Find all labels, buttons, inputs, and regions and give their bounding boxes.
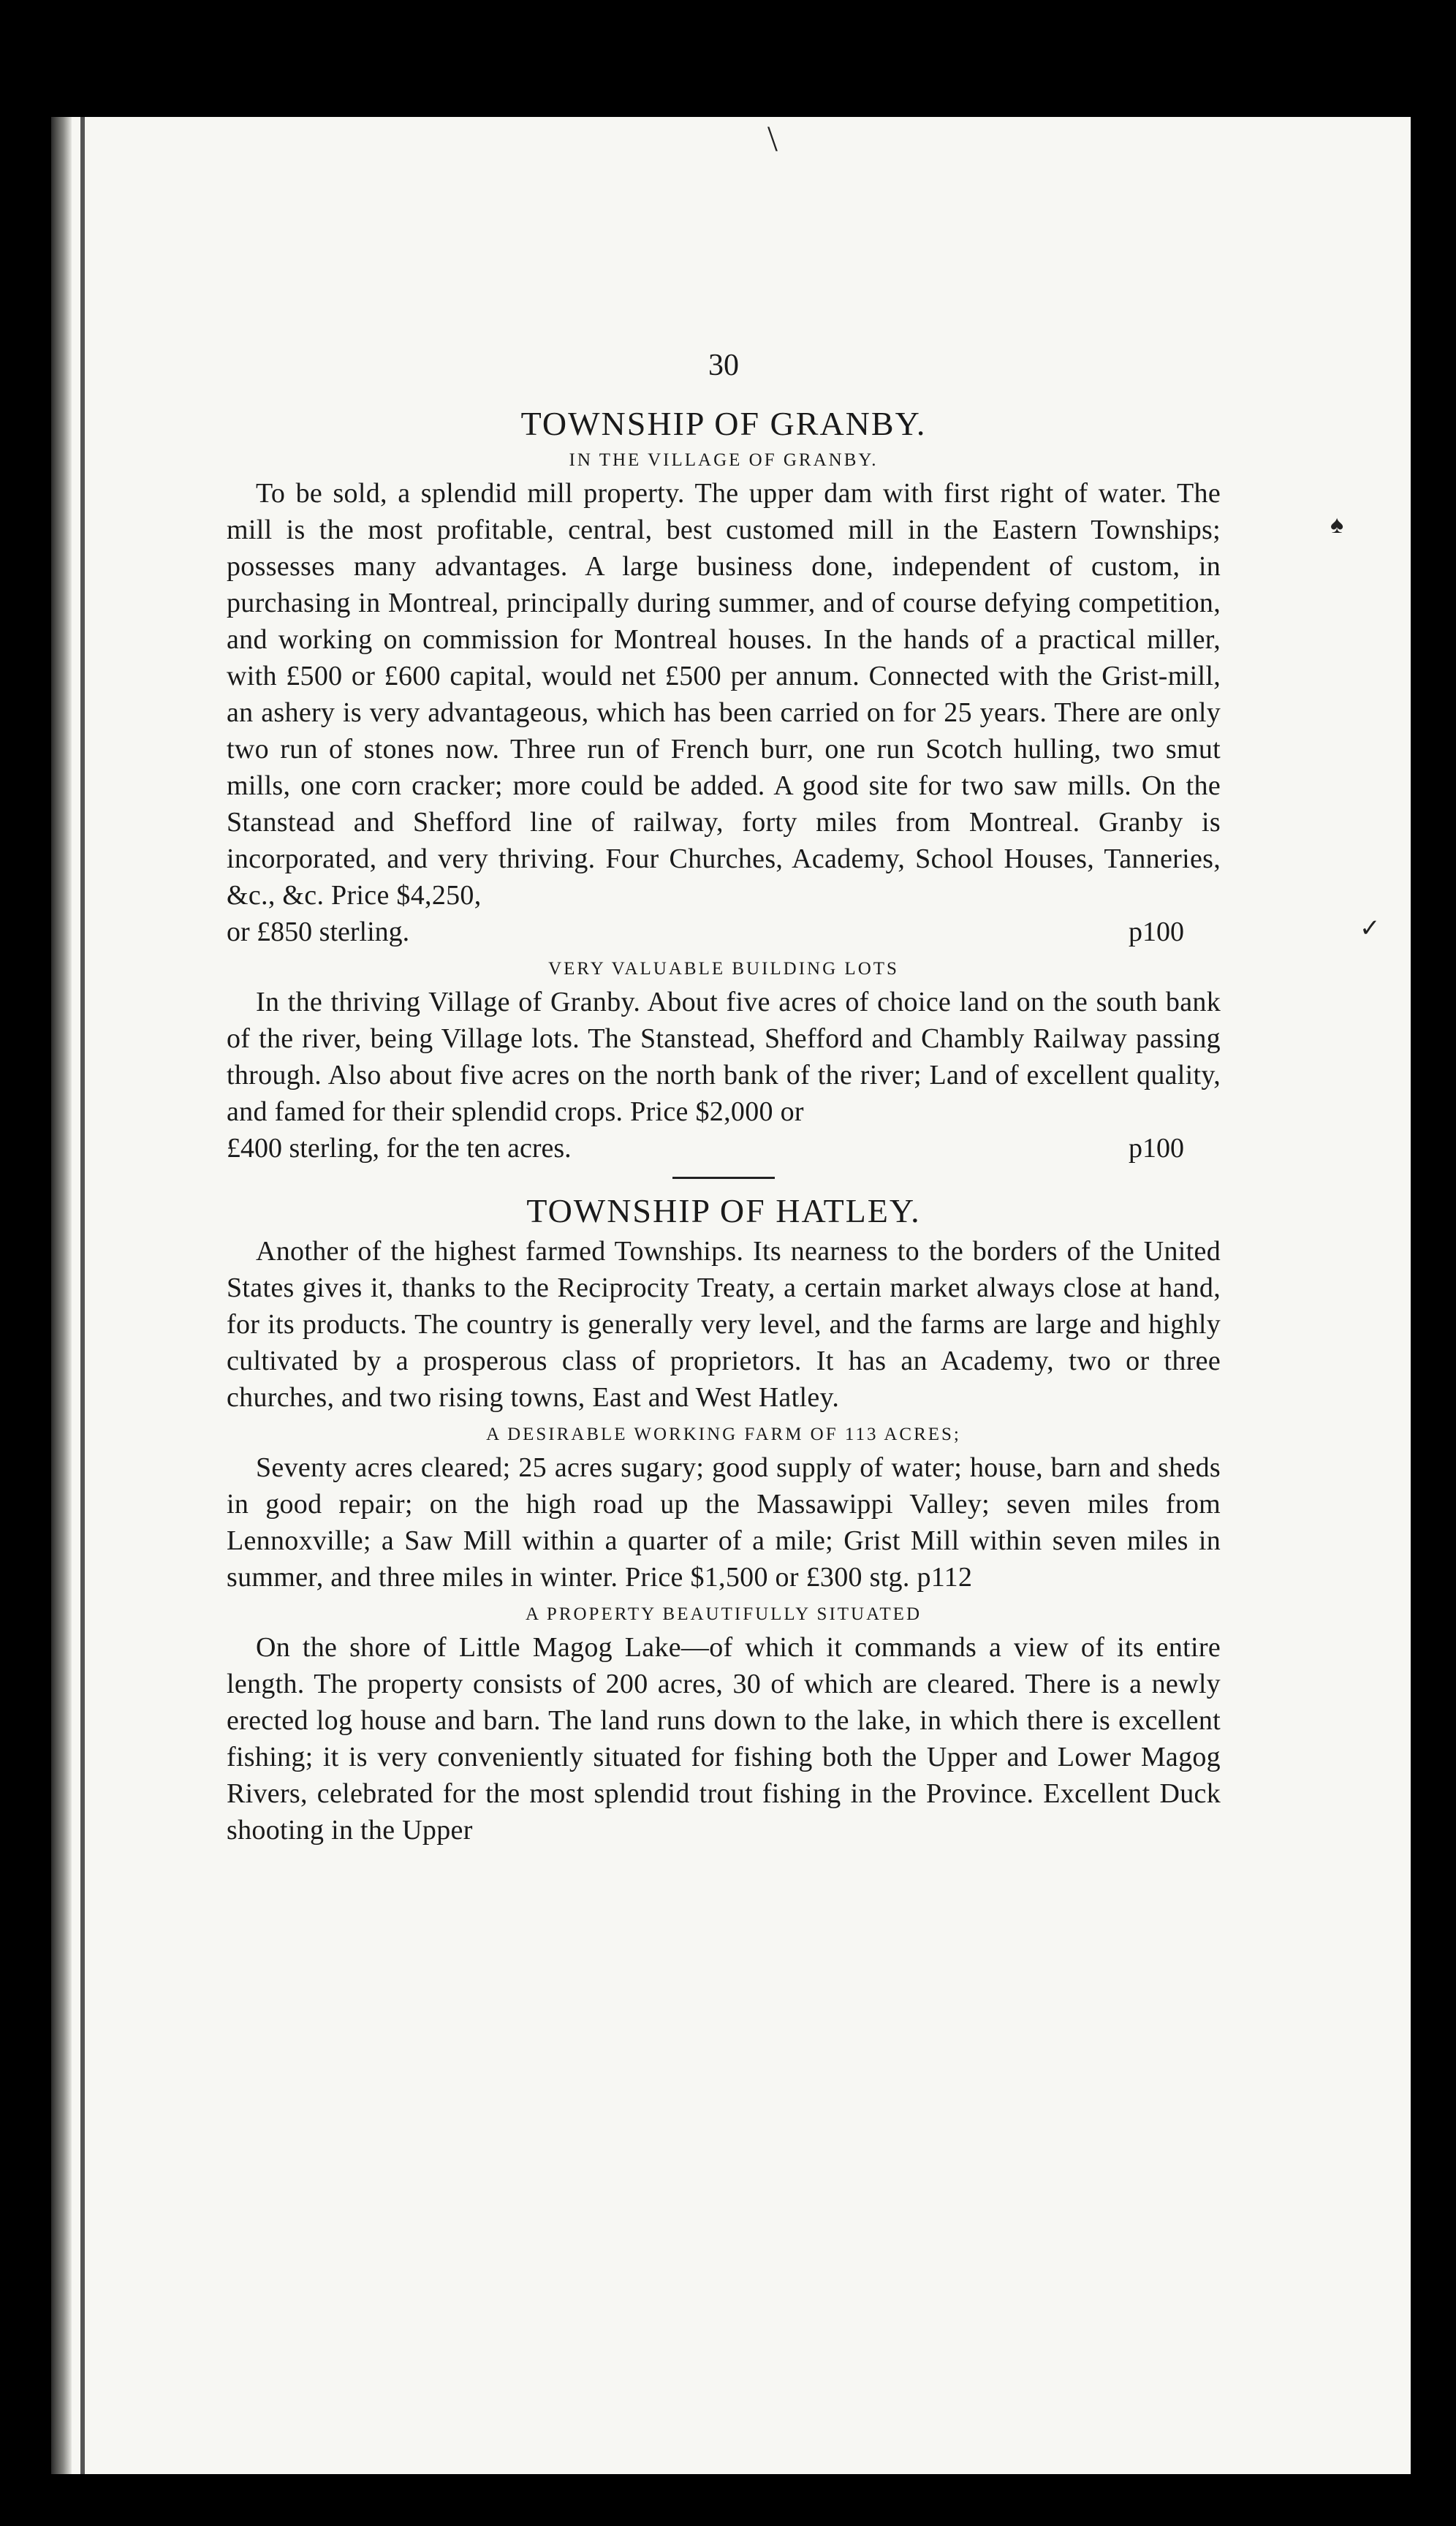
section-heading-granby: TOWNSHIP OF GRANBY. — [520, 405, 927, 442]
section-heading-hatley: TOWNSHIP OF HATLEY. — [526, 1192, 921, 1229]
listing-heading-building-lots: VERY VALUABLE BUILDING LOTS — [548, 959, 899, 979]
book-spine-shadow — [51, 117, 72, 2474]
section-divider — [672, 1177, 775, 1179]
township-description-hatley: Another of the highest farmed Townships. Its nearness to the borders of the United States gives it, thanks to the Reciprocity Treaty, a certain market always close at hand, for its products. The country is generally very level, and the farms are large and highly cultivated by a prosperous class of proprietors. It has an Academy, two or three churches, and two rising towns, East and West Hatley. — [227, 1236, 1221, 1413]
page-number: 30 — [708, 349, 739, 382]
listing-price-tail: £400 sterling, for the ten acres. — [227, 1133, 572, 1164]
listing-body-working-farm — [227, 1449, 1221, 1596]
listing-body-building-lots: In the thriving Village of Granby. About five acres of choice land on the south bank of the river, being Village lots. The Stanstead, Shefford and Chambly Railway passing through. Also about five acres on the north bank of the river; Land of excellent quality, and famed for their splendid crops. Price $2,000 or — [227, 987, 1221, 1127]
listing-ref-code: p100 — [1129, 1133, 1184, 1164]
margin-mark: ✓ — [1360, 915, 1381, 942]
listing-ref-code: p112 — [917, 1562, 973, 1593]
listing-heading-lake-property: A PROPERTY BEAUTIFULLY SITUATED — [525, 1604, 922, 1624]
listing-body-lake-property: On the shore of Little Magog Lake—of which it commands a view of its entire length. The property consists of 200 acres, 30 of which are cleared. There is a newly erected log house and barn. The land runs down to the lake, in which there is excellent fishing; it is very conveniently situated for fishing both the Upper and Lower Magog Rivers, celebrated for the most splendid trout fishing in the Province. Excellent Duck shooting in the Upper — [227, 1632, 1221, 1846]
book-spine-line — [80, 117, 85, 2474]
listing-closing-line — [227, 914, 1221, 950]
listing-heading-working-farm: A DESIRABLE WORKING FARM OF 113 ACRES; — [486, 1425, 961, 1444]
listing-ref-code: p100 — [1129, 917, 1184, 947]
listing-closing-line — [227, 1130, 1221, 1167]
margin-mark: ♠ — [1330, 512, 1344, 539]
section-subheading-granby-village: IN THE VILLAGE OF GRANBY. — [569, 450, 879, 470]
listing-text: Seventy acres cleared; 25 acres sugary; good supply of water; house, barn and sheds in good repair; on the high road up the Massawippi Valley; seven miles from Lennoxville; a Saw Mill within a quarter of a mile; Grist Mill within seven miles in summer, and three miles in winter. Price $1,500 or £300 stg. — [227, 1452, 1221, 1593]
page-content — [227, 344, 1221, 1848]
scan-mark: \ — [767, 118, 778, 159]
listing-price-tail: or £850 sterling. — [227, 917, 410, 947]
listing-body-mill-property: To be sold, a splendid mill property. The upper dam with first right of water. The mill is the most profitable, central, best customed mill in the Eastern Townships; possesses many advantages. A large business done, independent of custom, in purchasing in Montreal, principally during summer, and of course defying competition, and working on commission for Montreal houses. In the hands of a practical miller, with £500 or £600 capital, would net £500 per annum. Connected with the Grist-mill, an ashery is very advantageous, which has been carried on for 25 years. There are only two run of stones now. Three run of French burr, one run Scotch hulling, two smut mills, one corn cracker; more could be added. A good site for two saw mills. On the Stanstead and Shefford line of railway, forty miles from Montreal. Granby is incorporated, and very thriving. Four Churches, Academy, School Houses, Tanneries, &c., &c. Price $4,250, — [227, 478, 1221, 911]
